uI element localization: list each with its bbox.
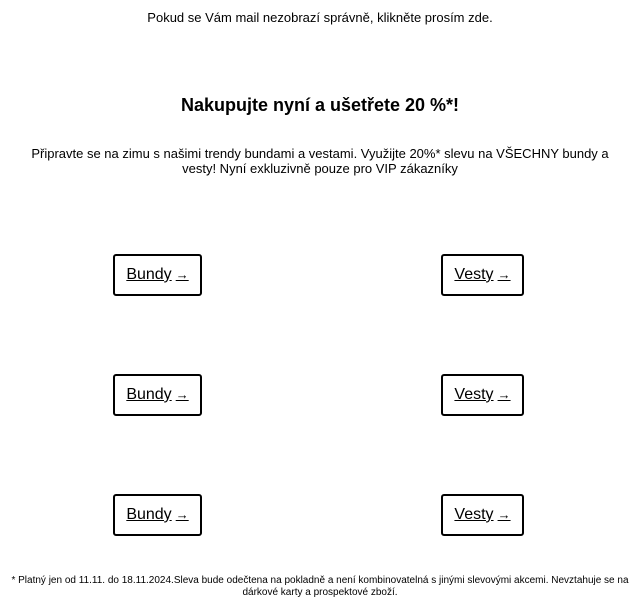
view-online-text: Pokud se Vám mail nezobrazí správně, bbox=[147, 10, 374, 25]
bundy-button[interactable] bbox=[113, 374, 202, 416]
arrow-right-icon: → bbox=[175, 267, 189, 282]
promo-headline: Nakupujte nyní a ušetřete 20 %*! bbox=[180, 95, 460, 115]
bundy-button[interactable] bbox=[113, 494, 202, 536]
bundy-button-label: Bundy bbox=[126, 506, 172, 523]
vesty-button-label: Vesty bbox=[454, 266, 494, 283]
vesty-button-label: Vesty bbox=[454, 386, 494, 403]
bundy-button[interactable] bbox=[113, 254, 202, 296]
arrow-right-icon: → bbox=[175, 387, 189, 402]
vesty-button-label: Vesty bbox=[454, 506, 494, 523]
vesty-button[interactable] bbox=[441, 494, 524, 536]
disclaimer-footnote: * Platný jen od 11.11. do 18.11.2024.Sleva bude odečtena na pokladně a není kombinovatelná s jinými slevovými akcemi. Nevztahuje se na dárkové karty a prospektové zboží. bbox=[11, 575, 629, 598]
promo-intro: Připravte se na zimu s našimi trendy bundami a vestami. Využijte 20%* slevu na VŠECHNY bundy a vesty! Nyní exkluzivně pouze pro VIP zákazníky bbox=[31, 146, 609, 176]
vesty-button[interactable] bbox=[441, 374, 524, 416]
bundy-button-label: Bundy bbox=[126, 266, 172, 283]
arrow-right-icon: → bbox=[497, 507, 511, 522]
view-online-notice bbox=[0, 10, 640, 25]
arrow-right-icon: → bbox=[497, 387, 511, 402]
arrow-right-icon: → bbox=[175, 507, 189, 522]
view-online-link[interactable]: klikněte prosím zde. bbox=[377, 10, 493, 25]
vesty-button[interactable] bbox=[441, 254, 524, 296]
bundy-button-label: Bundy bbox=[126, 386, 172, 403]
arrow-right-icon: → bbox=[497, 267, 511, 282]
